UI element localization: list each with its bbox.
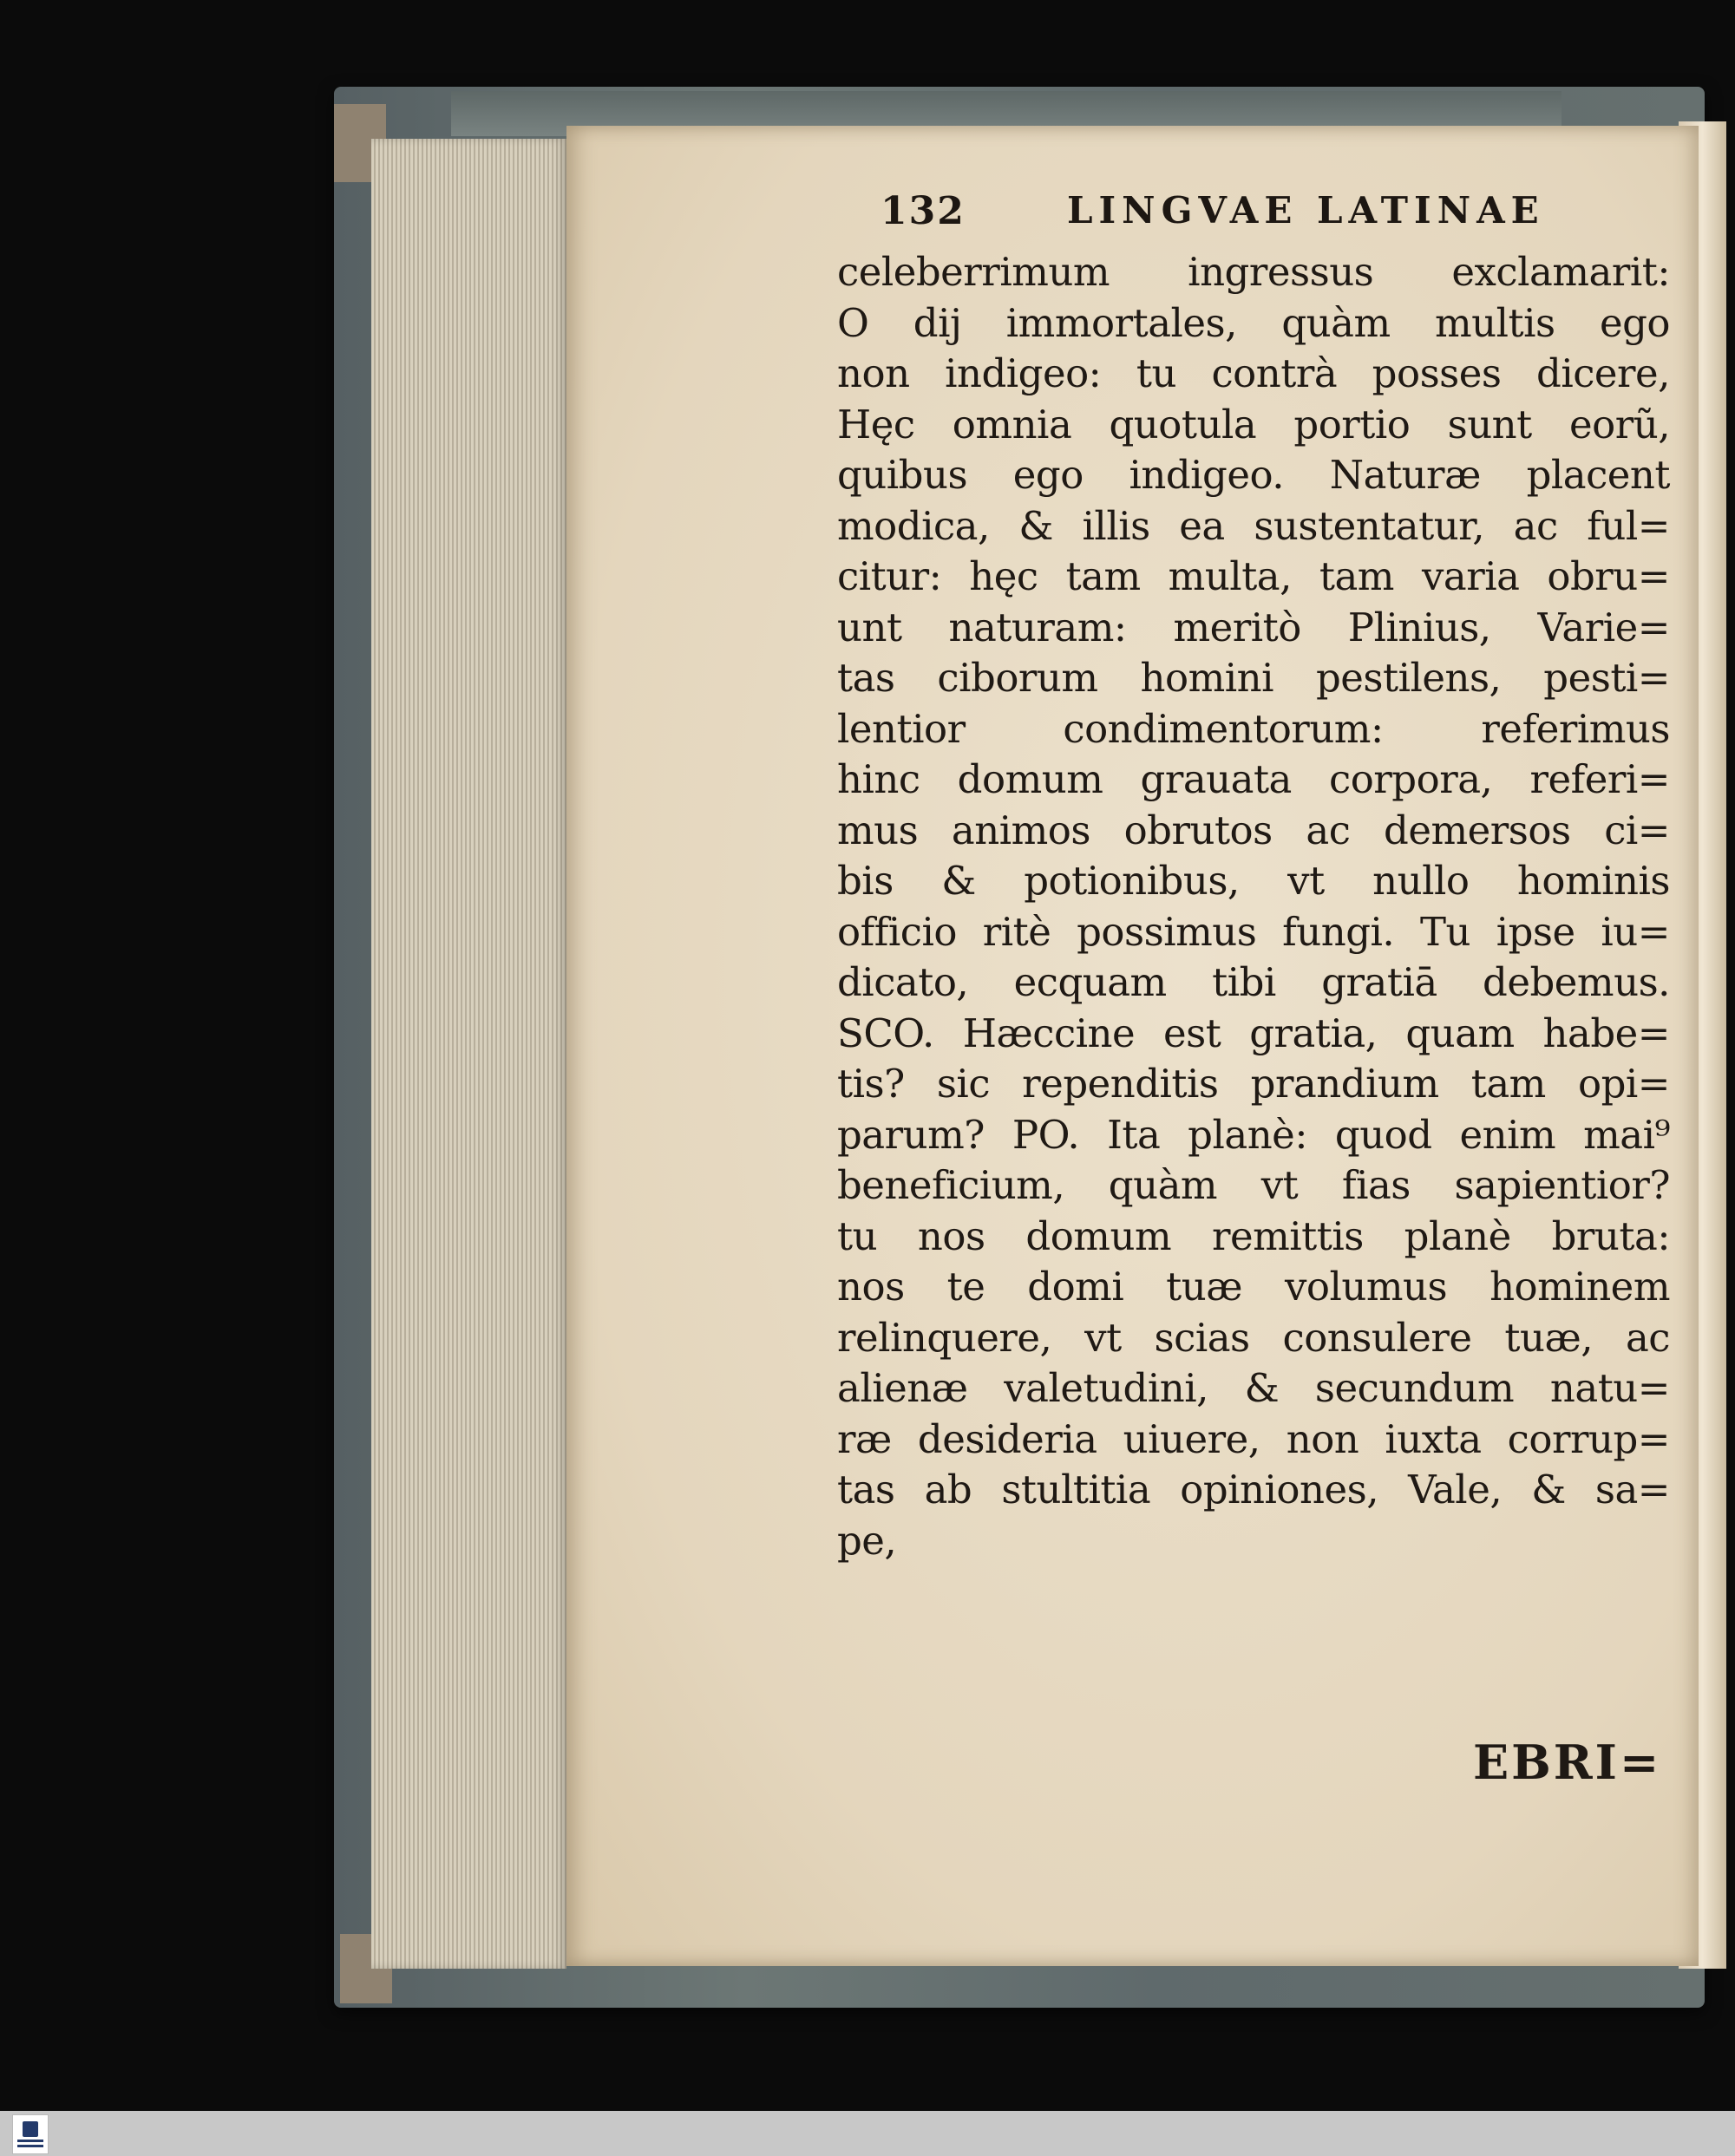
text-line: unt naturam: meritò Plinius, Varie= <box>837 604 1670 650</box>
text-line: relinquere, vt scias consulere tuæ, ac <box>837 1314 1670 1361</box>
text-line: tu nos domum remittis planè bruta: <box>837 1212 1670 1259</box>
text-line: alienæ valetudini, & secundum natu= <box>837 1365 1670 1411</box>
text-line: tis? sic rependitis prandium tam opi= <box>837 1061 1670 1107</box>
text-line: non indigeo: tu contrà posses dicere, <box>837 350 1670 396</box>
text-line: lentior condimentorum: referimus <box>837 705 1670 752</box>
text-line: modica, & illis ea sustentatur, ac ful= <box>837 502 1670 549</box>
library-logo-icon[interactable] <box>12 2114 49 2154</box>
text-line: officio ritè possimus fungi. Tu ipse iu= <box>837 908 1670 955</box>
text-line: bis & potionibus, vt nullo hominis <box>837 858 1670 904</box>
text-line: beneficium, quàm vt fias sapientior? <box>837 1162 1670 1208</box>
text-line: citur: hęc tam multa, tam varia obru= <box>837 553 1670 599</box>
viewer-footer-bar <box>0 2111 1735 2156</box>
text-line: tas ciborum homini pestilens, pesti= <box>837 655 1670 701</box>
text-line: SCO. Hæccine est gratia, quam habe= <box>837 1009 1670 1056</box>
page-header <box>881 189 1592 241</box>
text-line: Hęc omnia quotula portio sunt eorũ, <box>837 401 1670 448</box>
text-line: celeberrimum ingressus exclamarit: <box>837 249 1670 295</box>
text-line: hinc domum grauata corpora, referi= <box>837 756 1670 802</box>
text-block <box>837 247 1670 1566</box>
text-line: ræ desideria uiuere, non iuxta corrup= <box>837 1415 1670 1462</box>
page-edges <box>371 139 566 1969</box>
text-line: mus animos obrutos ac demersos ci= <box>837 807 1670 853</box>
text-line: O dij immortales, quàm multis ego <box>837 299 1670 346</box>
page-number: 132 <box>881 189 966 233</box>
text-line: quibus ego indigeo. Naturæ placent <box>837 452 1670 498</box>
text-line: dicato, ecquam tibi gratiā debemus. <box>837 959 1670 1005</box>
text-line: tas ab stultitia opiniones, Vale, & sa= <box>837 1467 1670 1512</box>
catchword: EBRI= <box>1473 1735 1662 1790</box>
running-head: LINGVAE LATINAE <box>1067 189 1545 232</box>
text-line: pe, <box>837 1517 897 1564</box>
text-line: parum? PO. Ita planè: quod enim mai⁹ <box>837 1111 1670 1158</box>
text-line: nos te domi tuæ volumus hominem <box>837 1264 1670 1310</box>
